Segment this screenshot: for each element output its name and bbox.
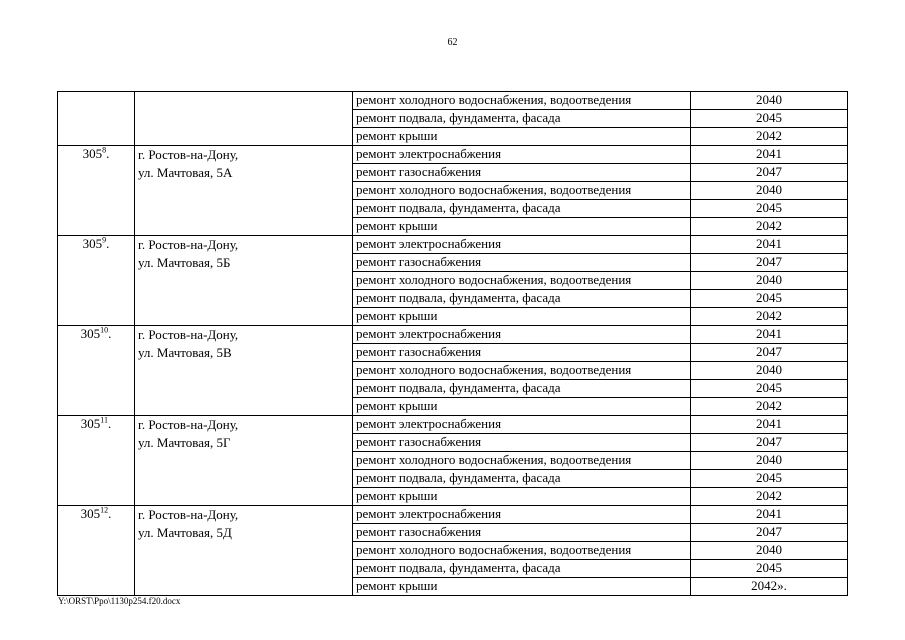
year-cell: 2041 bbox=[691, 326, 848, 344]
year-cell: 2042 bbox=[691, 128, 848, 146]
year-cell: 2045 bbox=[691, 560, 848, 578]
work-type-cell: ремонт крыши bbox=[353, 578, 691, 596]
item-number: 305 bbox=[82, 146, 103, 161]
year-cell: 2041 bbox=[691, 416, 848, 434]
work-type-cell: ремонт газоснабжения bbox=[353, 254, 691, 272]
year-cell: 2045 bbox=[691, 200, 848, 218]
table-row bbox=[58, 326, 848, 344]
work-type-cell: ремонт холодного водоснабжения, водоотведения bbox=[353, 182, 691, 200]
item-number-superscript: 10 bbox=[100, 325, 109, 335]
work-type-cell: ремонт подвала, фундамента, фасада bbox=[353, 380, 691, 398]
work-type-cell: ремонт крыши bbox=[353, 128, 691, 146]
work-type-cell: ремонт подвала, фундамента, фасада bbox=[353, 470, 691, 488]
work-type-cell: ремонт крыши bbox=[353, 398, 691, 416]
address-city: г. Ростов-на-Дону, bbox=[138, 237, 239, 252]
address-cell bbox=[135, 506, 353, 596]
item-number: 305 bbox=[80, 506, 101, 521]
work-type-cell: ремонт холодного водоснабжения, водоотведения bbox=[353, 452, 691, 470]
table-body bbox=[58, 92, 848, 596]
table-row bbox=[58, 146, 848, 164]
table-row bbox=[58, 92, 848, 110]
year-cell: 2040 bbox=[691, 542, 848, 560]
work-type-cell: ремонт подвала, фундамента, фасада bbox=[353, 110, 691, 128]
address-city: г. Ростов-на-Дону, bbox=[138, 417, 239, 432]
item-number-superscript: 12 bbox=[100, 505, 109, 515]
year-cell: 2045 bbox=[691, 290, 848, 308]
work-type-cell: ремонт холодного водоснабжения, водоотведения bbox=[353, 272, 691, 290]
address-street: ул. Мачтовая, 5Б bbox=[138, 255, 231, 270]
address-city: г. Ростов-на-Дону, bbox=[138, 507, 239, 522]
repair-schedule-table bbox=[57, 91, 848, 596]
item-number-suffix: . bbox=[106, 146, 110, 161]
item-number-superscript: 11 bbox=[100, 415, 108, 425]
work-type-cell: ремонт крыши bbox=[353, 308, 691, 326]
item-number-superscript: 8 bbox=[102, 145, 107, 155]
work-type-cell: ремонт электроснабжения bbox=[353, 326, 691, 344]
year-cell: 2045 bbox=[691, 380, 848, 398]
table-row bbox=[58, 236, 848, 254]
item-number-cell bbox=[58, 416, 135, 506]
work-type-cell: ремонт холодного водоснабжения, водоотведения bbox=[353, 92, 691, 110]
year-cell: 2045 bbox=[691, 470, 848, 488]
address-street: ул. Мачтовая, 5Д bbox=[138, 525, 232, 540]
year-cell: 2047 bbox=[691, 254, 848, 272]
work-type-cell: ремонт подвала, фундамента, фасада bbox=[353, 290, 691, 308]
item-number-suffix: . bbox=[108, 506, 112, 521]
work-type-cell: ремонт газоснабжения bbox=[353, 344, 691, 362]
address-street: ул. Мачтовая, 5А bbox=[138, 165, 233, 180]
work-type-cell: ремонт газоснабжения bbox=[353, 524, 691, 542]
page-number: 62 bbox=[447, 37, 458, 48]
item-number: 305 bbox=[80, 326, 101, 341]
item-number-cell bbox=[58, 92, 135, 146]
year-cell: 2042». bbox=[691, 578, 848, 596]
address-cell bbox=[135, 416, 353, 506]
work-type-cell: ремонт газоснабжения bbox=[353, 164, 691, 182]
address-city: г. Ростов-на-Дону, bbox=[138, 327, 239, 342]
work-type-cell: ремонт электроснабжения bbox=[353, 416, 691, 434]
year-cell: 2041 bbox=[691, 506, 848, 524]
item-number-cell bbox=[58, 146, 135, 236]
item-number-superscript: 9 bbox=[102, 235, 107, 245]
year-cell: 2040 bbox=[691, 452, 848, 470]
address-street: ул. Мачтовая, 5Г bbox=[138, 435, 231, 450]
year-cell: 2047 bbox=[691, 344, 848, 362]
table-row bbox=[58, 416, 848, 434]
item-number-cell bbox=[58, 506, 135, 596]
year-cell: 2042 bbox=[691, 398, 848, 416]
work-type-cell: ремонт подвала, фундамента, фасада bbox=[353, 200, 691, 218]
work-type-cell: ремонт электроснабжения bbox=[353, 236, 691, 254]
item-number-suffix: . bbox=[107, 416, 112, 431]
item-number: 305 bbox=[80, 416, 101, 431]
item-number-cell bbox=[58, 326, 135, 416]
year-cell: 2040 bbox=[691, 362, 848, 380]
item-number-suffix: . bbox=[106, 236, 110, 251]
year-cell: 2047 bbox=[691, 164, 848, 182]
year-cell: 2047 bbox=[691, 524, 848, 542]
item-number-suffix: . bbox=[108, 326, 112, 341]
year-cell: 2042 bbox=[691, 308, 848, 326]
address-cell bbox=[135, 326, 353, 416]
item-number-cell bbox=[58, 236, 135, 326]
work-type-cell: ремонт крыши bbox=[353, 218, 691, 236]
table-row bbox=[58, 506, 848, 524]
year-cell: 2041 bbox=[691, 236, 848, 254]
address-cell bbox=[135, 92, 353, 146]
work-type-cell: ремонт электроснабжения bbox=[353, 146, 691, 164]
work-type-cell: ремонт газоснабжения bbox=[353, 434, 691, 452]
year-cell: 2040 bbox=[691, 272, 848, 290]
address-cell bbox=[135, 236, 353, 326]
address-cell bbox=[135, 146, 353, 236]
item-number: 305 bbox=[82, 236, 103, 251]
year-cell: 2042 bbox=[691, 488, 848, 506]
year-cell: 2040 bbox=[691, 92, 848, 110]
year-cell: 2041 bbox=[691, 146, 848, 164]
work-type-cell: ремонт крыши bbox=[353, 488, 691, 506]
footer-file-path: Y:\ORST\Ppo\1130p254.f20.docx bbox=[58, 596, 181, 606]
address-city: г. Ростов-на-Дону, bbox=[138, 147, 239, 162]
year-cell: 2040 bbox=[691, 182, 848, 200]
work-type-cell: ремонт электроснабжения bbox=[353, 506, 691, 524]
year-cell: 2047 bbox=[691, 434, 848, 452]
address-street: ул. Мачтовая, 5В bbox=[138, 345, 232, 360]
year-cell: 2045 bbox=[691, 110, 848, 128]
year-cell: 2042 bbox=[691, 218, 848, 236]
work-type-cell: ремонт холодного водоснабжения, водоотведения bbox=[353, 542, 691, 560]
work-type-cell: ремонт подвала, фундамента, фасада bbox=[353, 560, 691, 578]
work-type-cell: ремонт холодного водоснабжения, водоотведения bbox=[353, 362, 691, 380]
